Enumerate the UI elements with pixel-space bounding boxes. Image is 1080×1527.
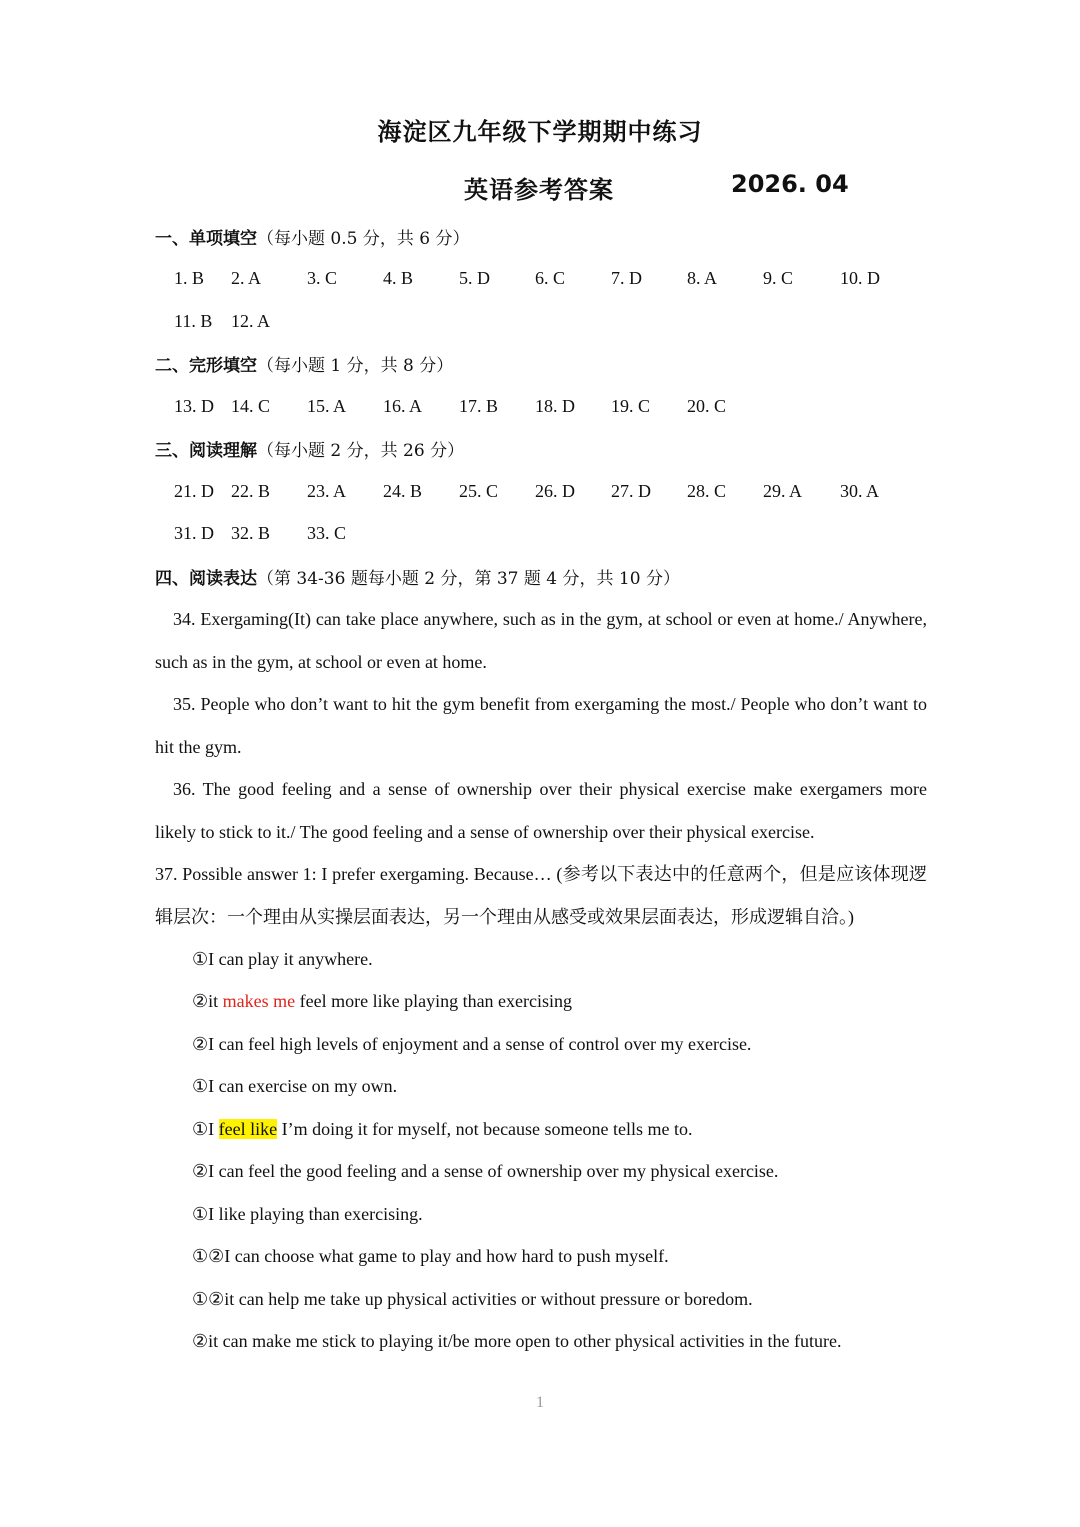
answer-row-1: [0, 268, 1080, 294]
answer-row-5: [0, 523, 1080, 549]
answer-35: 35. People who don’t want to hit the gym benefit from exergaming the most./ People who don’t want to hit the gym.: [155, 694, 927, 757]
section-heading-4: [155, 566, 680, 591]
answer-item: 10. D: [840, 268, 880, 288]
reason-item-8: ①②I can choose what game to play and how hard to push myself.: [192, 1246, 669, 1266]
answer-item: 17. B: [459, 396, 499, 416]
section-score-note: （每小题 1 分，共 8 分）: [257, 356, 454, 376]
answer-item: 8. A: [687, 268, 718, 288]
answer-item: 6. C: [535, 268, 566, 288]
section-score-note: （每小题 2 分，共 26 分）: [257, 441, 465, 461]
answer-item: 27. D: [611, 481, 651, 501]
reason-item-1: ①I can play it anywhere.: [192, 949, 373, 969]
answer-34: 34. Exergaming(It) can take place anywhere, such as in the gym, at school or even at home./ Anywhere, such as in the gym, at school or even at home.: [155, 609, 927, 672]
reason-item-3: ②I can feel high levels of enjoyment and a sense of control over my exercise.: [192, 1034, 752, 1054]
reason-item-4: ①I can exercise on my own.: [192, 1076, 398, 1096]
answer-row-3: [0, 396, 1080, 422]
answer-item: 30. A: [840, 481, 880, 501]
page-title: 海淀区九年级下学期期中练习: [377, 118, 703, 146]
answer-item: 3. C: [307, 268, 338, 288]
reason-item-7: ①I like playing than exercising.: [192, 1204, 423, 1224]
exam-date: 2026. 04: [731, 170, 849, 198]
reason-item-2: [192, 989, 572, 1013]
answer-row-4: [0, 481, 1080, 507]
section-title: 一、单项填空: [155, 229, 257, 249]
answer-item: 33. C: [307, 523, 347, 543]
answer-item: 20. C: [687, 396, 727, 416]
answer-item: 24. B: [383, 481, 423, 501]
answer-item: 15. A: [307, 396, 347, 416]
answer-item: 22. B: [231, 481, 271, 501]
reason-text: I’m doing it for myself, not because someone tells me to.: [277, 1119, 693, 1139]
answer-item: 28. C: [687, 481, 727, 501]
answer-item: 11. B: [174, 311, 213, 331]
red-marked-text: makes me: [222, 991, 296, 1011]
section-heading-3: [155, 438, 464, 463]
answer-item: 9. C: [763, 268, 794, 288]
answer-item: 16. A: [383, 396, 423, 416]
section-title: 四、阅读表达: [155, 569, 257, 589]
answer-row-2: [0, 311, 1080, 337]
answer-36: 36. The good feeling and a sense of ownership over their physical exercise make exergamers more likely to stick to it./ The good feeling and a sense of ownership over their physical exercise.: [155, 779, 927, 842]
answer-item: 2. A: [231, 268, 262, 288]
subtitle: 英语参考答案: [464, 176, 614, 204]
reason-item-6: ②I can feel the good feeling and a sense of ownership over my physical exercise.: [192, 1161, 779, 1181]
answer-item: 7. D: [611, 268, 642, 288]
answer-item: 32. B: [231, 523, 271, 543]
section-title: 二、完形填空: [155, 356, 257, 376]
section-heading-1: [155, 226, 469, 251]
reason-item-5: [192, 1117, 693, 1141]
answer-item: 23. A: [307, 481, 347, 501]
answer-37: 37. Possible answer 1: I prefer exergaming. Because… (参考以下表达中的任意两个，但是应该体现逻辑层次：一个理由从实操层面表达，另一个理由从感受或效果层面表达，形成逻辑自洽。): [155, 864, 927, 927]
answer-item: 31. D: [174, 523, 214, 543]
subtitle-row: [0, 170, 1080, 206]
answer-item: 13. D: [174, 396, 214, 416]
answer-item: 1. B: [174, 268, 205, 288]
answer-item: 29. A: [763, 481, 803, 501]
answer-item: 25. C: [459, 481, 499, 501]
section-score-note: （每小题 0.5 分，共 6 分）: [257, 229, 470, 249]
page-number: 1: [536, 1394, 544, 1411]
reason-item-10: ②it can make me stick to playing it/be more open to other physical activities in the future.: [192, 1331, 842, 1351]
section-heading-2: [155, 353, 453, 378]
answer-item: 21. D: [174, 481, 214, 501]
section-title: 三、阅读理解: [155, 441, 257, 461]
reason-item-9: ①②it can help me take up physical activities or without pressure or boredom.: [192, 1289, 753, 1309]
answer-item: 4. B: [383, 268, 414, 288]
answer-item: 5. D: [459, 268, 490, 288]
highlighted-text: feel like: [218, 1119, 278, 1139]
answer-item: 26. D: [535, 481, 575, 501]
answer-item: 14. C: [231, 396, 271, 416]
answer-item: 19. C: [611, 396, 651, 416]
reason-text: ①I: [192, 1119, 219, 1139]
reason-text: feel more like playing than exercising: [295, 991, 573, 1011]
section-score-note: （第 34-36 题每小题 2 分，第 37 题 4 分，共 10 分）: [257, 569, 680, 589]
answer-item: 18. D: [535, 396, 575, 416]
answer-item: 12. A: [231, 311, 271, 331]
reason-text: ②it: [192, 991, 223, 1011]
